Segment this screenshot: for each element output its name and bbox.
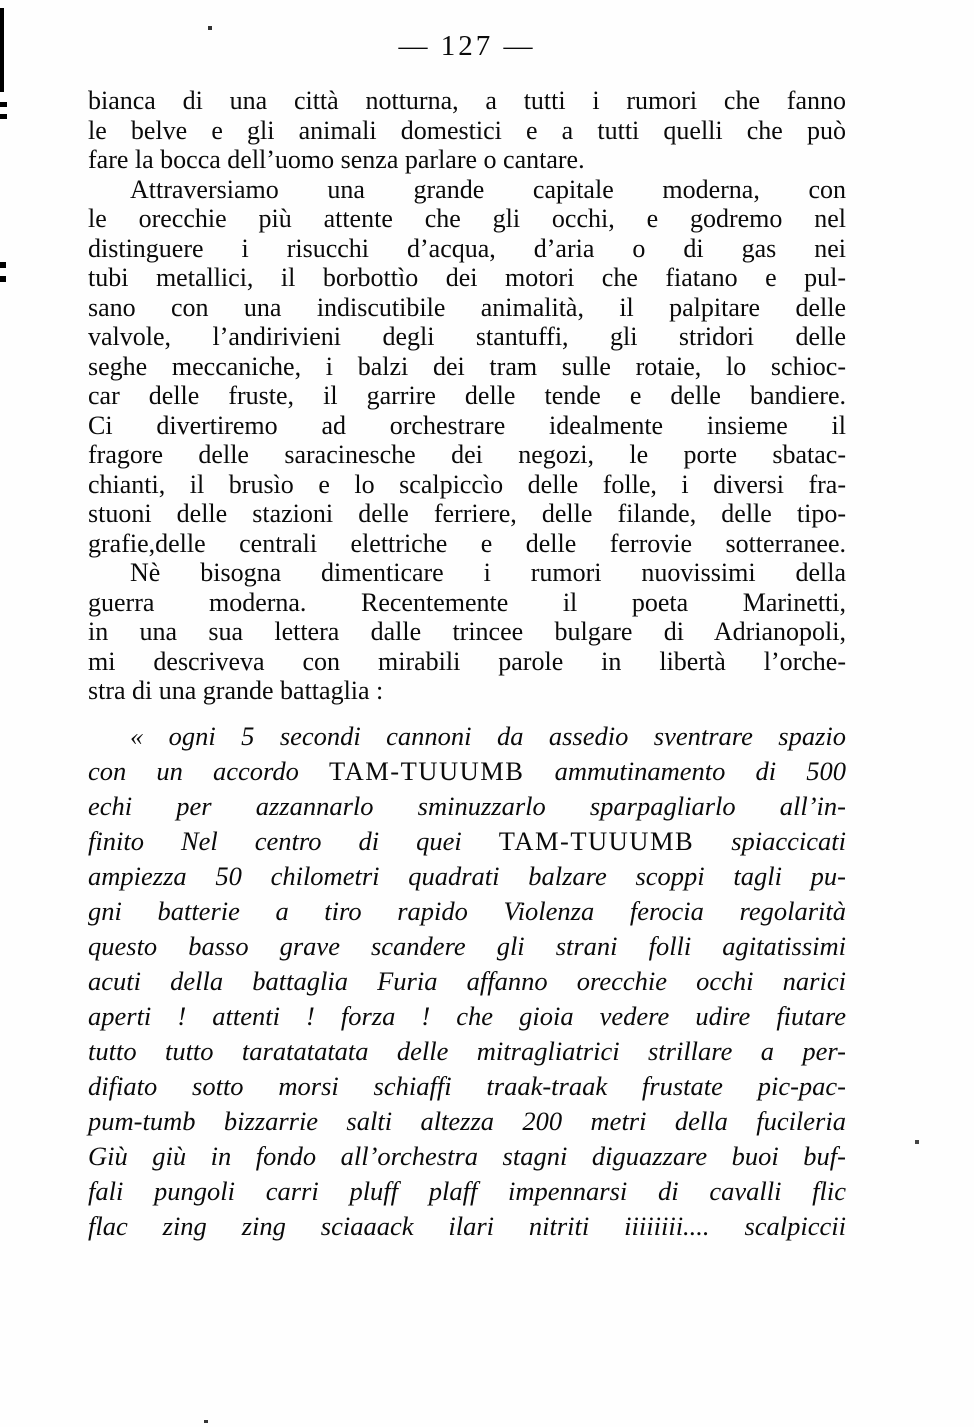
text-line: tubi metallici, il borbottìo dei motori che fiatano e pul- <box>88 263 846 292</box>
text-line: distinguere i risucchi d’acqua, d’aria o di gas nei <box>88 233 846 263</box>
onomatopoeia-caps: TAM-TUUUMB <box>498 825 695 856</box>
text-line: sano con una indiscutibile animalità, il palpitare delle <box>88 292 846 322</box>
text-line: « ogni 5 secondi cannoni da assedio sventrare spazio <box>130 720 846 751</box>
text-line: le orecchie più attente che gli occhi, e godremo nel <box>88 204 846 233</box>
text-line: pum-tumb bizzarrie salti altezza 200 metri della fucileria <box>88 1105 846 1136</box>
text-line: tutto tutto taratatatata delle mitragliatrici strillare a per- <box>88 1035 846 1066</box>
text-line: con un accordo TAM-TUUUMB ammutinamento di 500 <box>88 755 846 786</box>
text-line: fare la bocca dell’uomo senza parlare o cantare. <box>88 145 585 174</box>
text-line: finito Nel centro di quei TAM-TUUUMB spiaccicati <box>88 825 846 856</box>
text-line: stuoni delle stazioni delle ferriere, delle filande, delle tipo- <box>88 499 846 528</box>
text-line: grafie,delle centrali elettriche e delle ferrovie sotterranee. <box>88 528 846 558</box>
text-line: guerra moderna. Recentemente il poeta Marinetti, <box>88 587 846 617</box>
text-line: le belve e gli animali domestici e a tutti quelli che può <box>88 115 846 145</box>
text-line: gni batterie a tiro rapido Violenza ferocia regolarità <box>88 895 846 926</box>
text-line: chianti, il brusìo e lo scalpiccìo delle folle, i diversi fra- <box>88 469 846 499</box>
page-number: — 127 — <box>398 30 536 62</box>
text-line: Nè bisogna dimenticare i rumori nuovissimi della <box>130 558 846 587</box>
text-line: echi per azzannarlo sminuzzarlo sparpagliarlo all’in- <box>88 790 846 821</box>
scan-artifact-edge-line <box>0 8 4 92</box>
scan-artifact-dot <box>204 1420 208 1423</box>
scan-artifact-mark <box>0 262 6 268</box>
text-line: fali pungoli carri pluff plaff impennarsi di cavalli flic <box>88 1175 846 1206</box>
text-line: valvole, l’andirivieni degli stantuffi, gli stridori delle <box>88 322 846 351</box>
scan-artifact-mark <box>0 276 6 282</box>
text-line: mi descriveva con mirabili parole in libertà l’orche- <box>88 646 846 676</box>
text-line: stra di una grande battaglia : <box>88 676 384 705</box>
scan-artifact-dot <box>915 1140 919 1144</box>
text-line: flac zing zing sciaaack ilari nitriti iiiiiiii.... scalpiccii <box>88 1210 846 1241</box>
text-line: aperti ! attenti ! forza ! che gioia vedere udire fiutare <box>88 1000 846 1031</box>
text-line: in una sua lettera dalle trincee bulgare di Adrianopoli, <box>88 617 846 646</box>
text-line: car delle fruste, il garrire delle tende e delle bandiere. <box>88 381 846 410</box>
text-line: Ci divertiremo ad orchestrare idealmente insieme il <box>88 410 846 440</box>
text-line: seghe meccaniche, i balzi dei tram sulle rotaie, lo schioc- <box>88 351 846 381</box>
text-line: acuti della battaglia Furia affanno orecchie occhi narici <box>88 965 846 996</box>
text-line: difiato sotto morsi schiaffi traak-traak frustate pic-pac- <box>88 1070 846 1101</box>
page-text <box>88 86 846 1244</box>
text-line: fragore delle saracinesche dei negozi, le porte sbatac- <box>88 440 846 469</box>
onomatopoeia-caps: TAM-TUUUMB <box>329 755 525 786</box>
text-line: Attraversiamo una grande capitale moderna, con <box>130 174 846 204</box>
scan-artifact-mark <box>0 114 7 119</box>
text-line: Giù giù in fondo all’orchestra stagni diguazzare buoi buf- <box>88 1140 846 1171</box>
scan-artifact-mark <box>0 102 7 107</box>
text-line: ampiezza 50 chilometri quadrati balzare scoppi tagli pu- <box>88 860 846 891</box>
text-line: questo basso grave scandere gli strani folli agitatissimi <box>88 930 846 961</box>
text-line: bianca di una città notturna, a tutti i rumori che fanno <box>88 86 846 115</box>
